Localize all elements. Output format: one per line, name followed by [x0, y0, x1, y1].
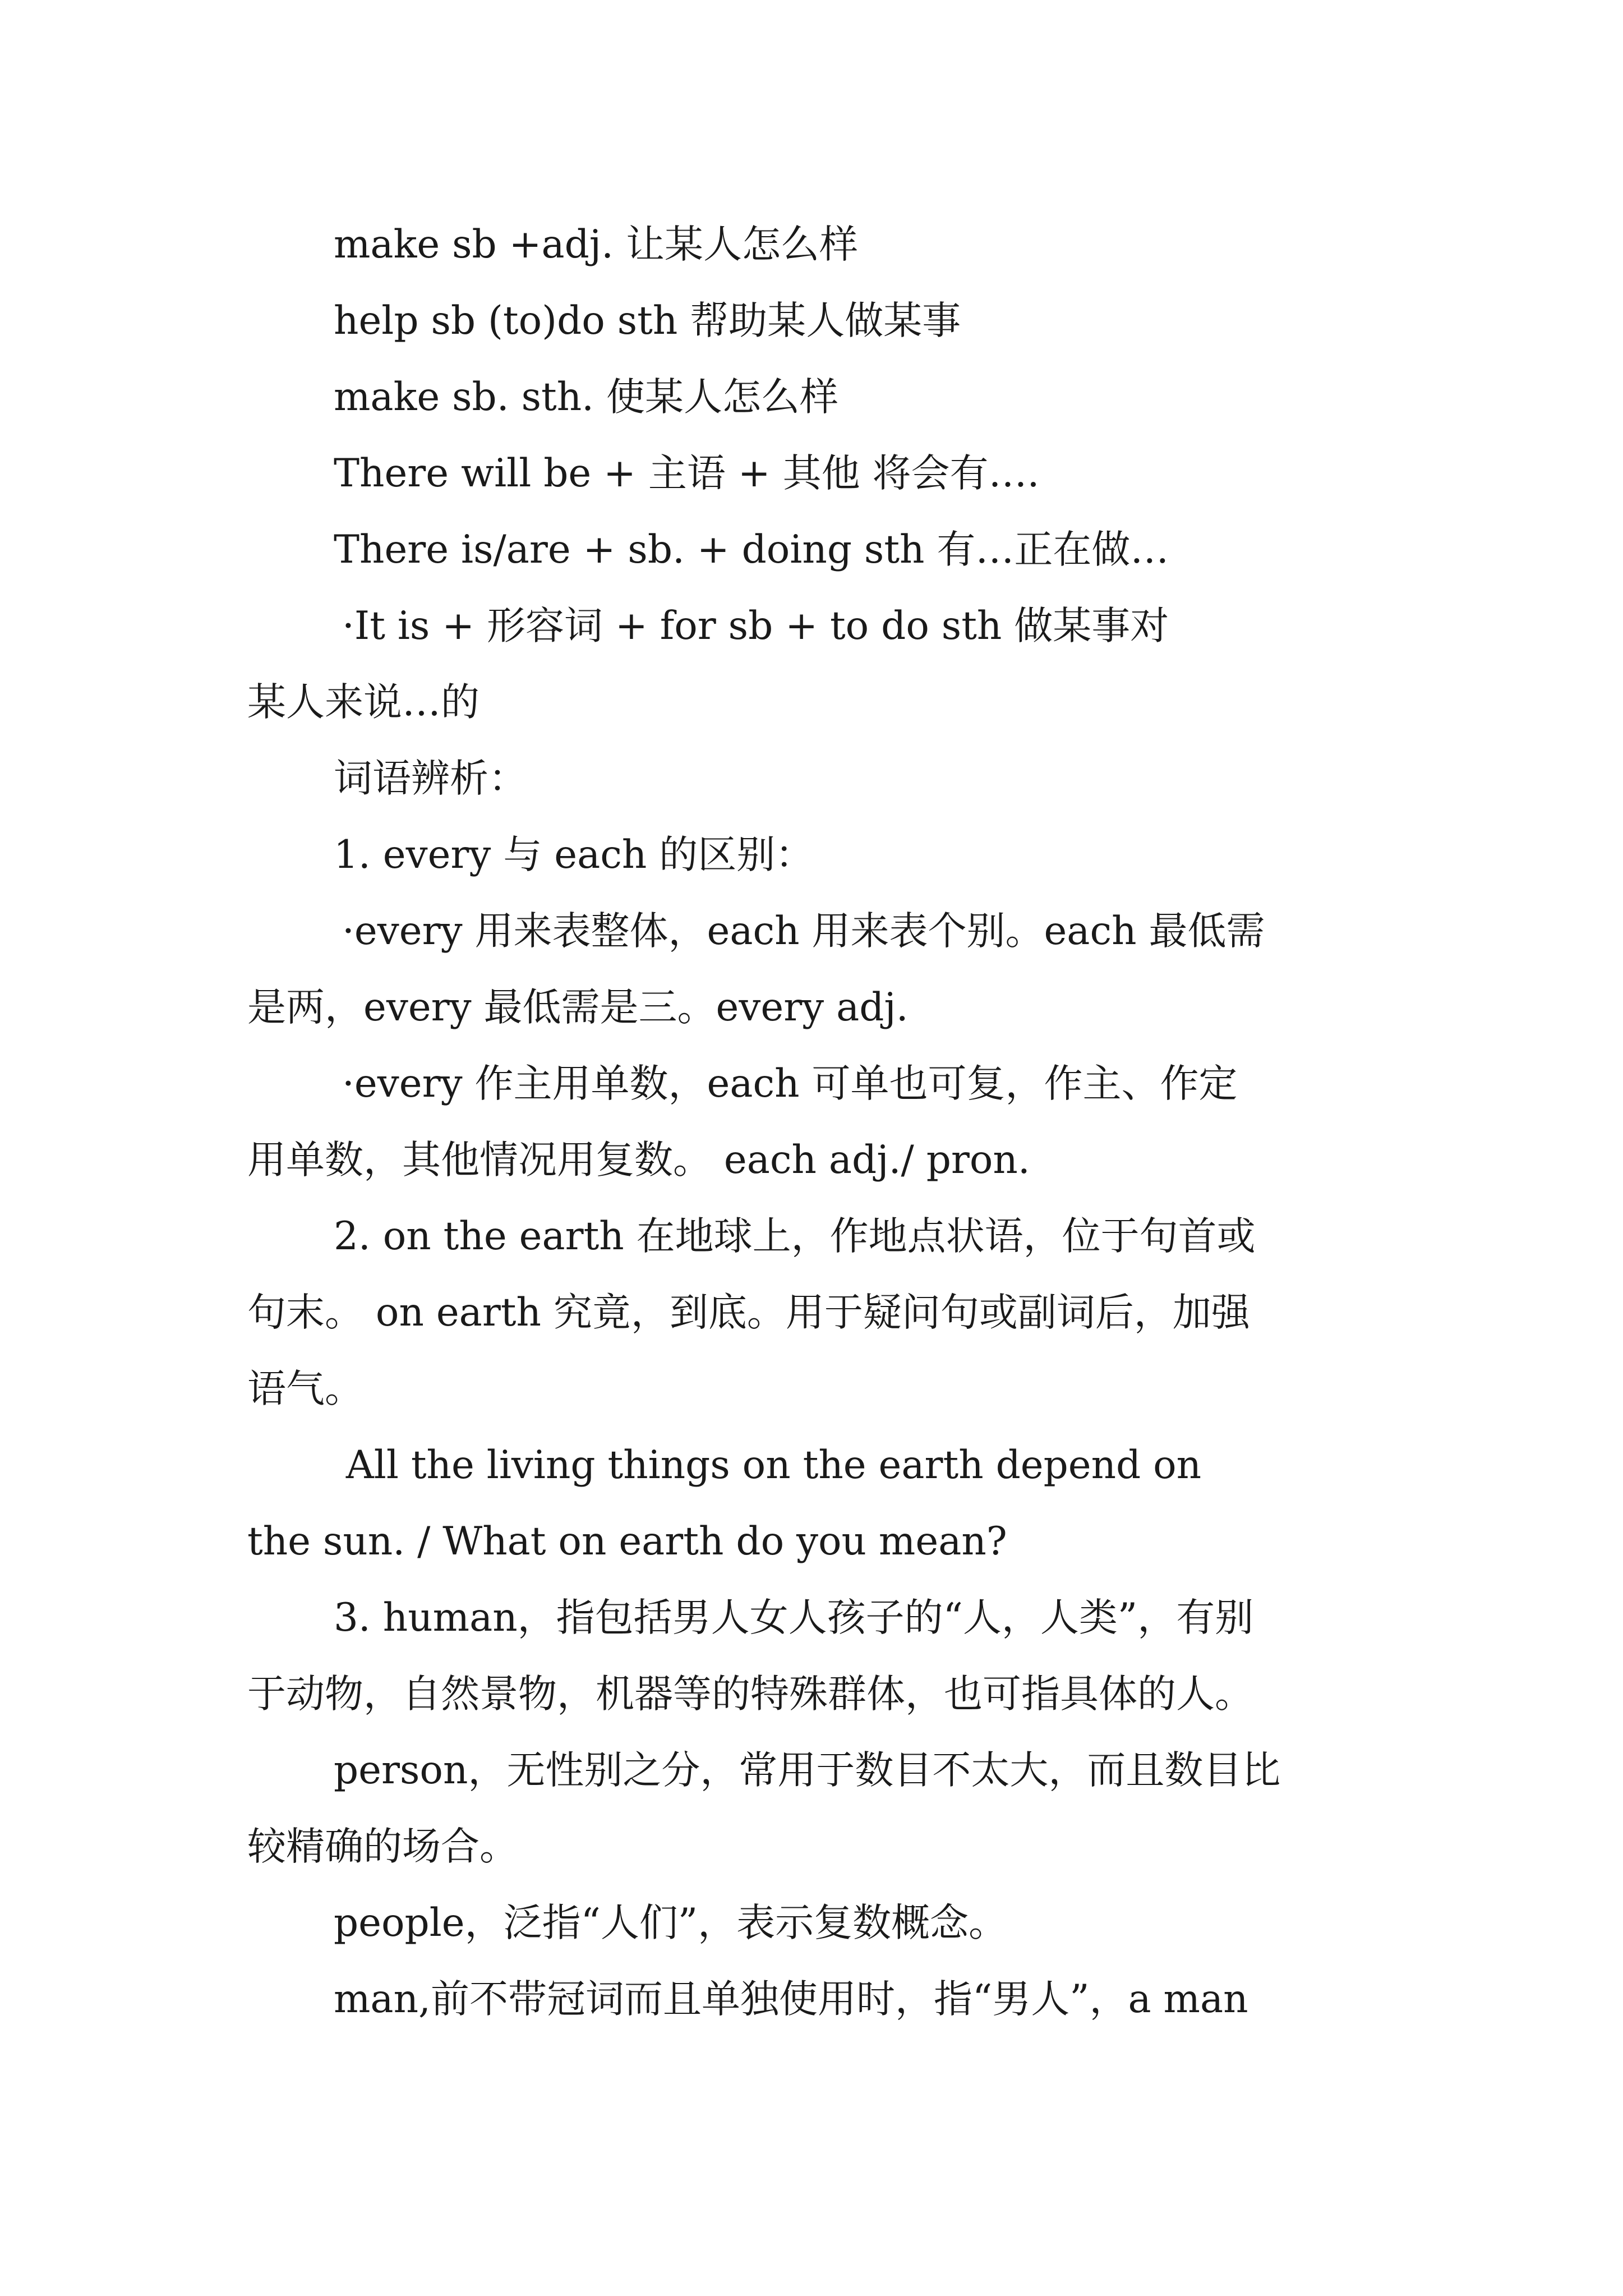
text-line: 较精确的场合。: [247, 1824, 518, 1869]
text-line: 1. every 与 each 的区别：: [334, 832, 814, 877]
text-line: All the living things on the earth depend on: [334, 1443, 1202, 1488]
text-line: man,前不带冠词而且单独使用时，指“男人”，a man: [334, 1977, 1248, 2022]
text-line: 2. on the earth 在地球上，作地点状语，位于句首或: [334, 1214, 1256, 1259]
text-line: make sb. sth. 使某人怎么样: [334, 375, 839, 420]
text-line: ·every 用来表整体，each 用来表个别。each 最低需: [342, 909, 1265, 954]
text-line: ·every 作主用单数，each 可单也可复，作主、作定: [342, 1061, 1238, 1106]
text-line: person，无性别之分，常用于数目不太大，而且数目比: [334, 1748, 1281, 1793]
text-line: make sb +adj. 让某人怎么样: [334, 222, 859, 267]
text-line: 句末。 on earth 究竟，到底。用于疑问句或副词后，加强: [247, 1290, 1250, 1335]
text-line: 词语辨析：: [334, 756, 527, 801]
text-line: people，泛指“人们”，表示复数概念。: [334, 1901, 1008, 1945]
text-line: 语气。: [247, 1366, 363, 1411]
text-line: 于动物，自然景物，机器等的特殊群体，也可指具体的人。: [247, 1672, 1253, 1717]
text-line: 用单数，其他情况用复数。 each adj./ pron.: [247, 1138, 1030, 1182]
text-line: ·It is + 形容词 + for sb + to do sth 做某事对: [342, 604, 1169, 648]
text-line: 是两，every 最低需是三。every adj.: [247, 985, 909, 1030]
text-line: the sun. / What on earth do you mean?: [247, 1519, 1007, 1564]
text-line: help sb (to)do sth 帮助某人做某事: [334, 298, 961, 343]
text-line: 3. human，指包括男人女人孩子的“人，人类”，有别: [334, 1595, 1254, 1640]
text-line: There is/are + sb. + doing sth 有…正在做…: [334, 527, 1169, 572]
text-line: 某人来说…的: [247, 680, 479, 725]
text-line: There will be + 主语 + 其他 将会有….: [334, 451, 1040, 496]
